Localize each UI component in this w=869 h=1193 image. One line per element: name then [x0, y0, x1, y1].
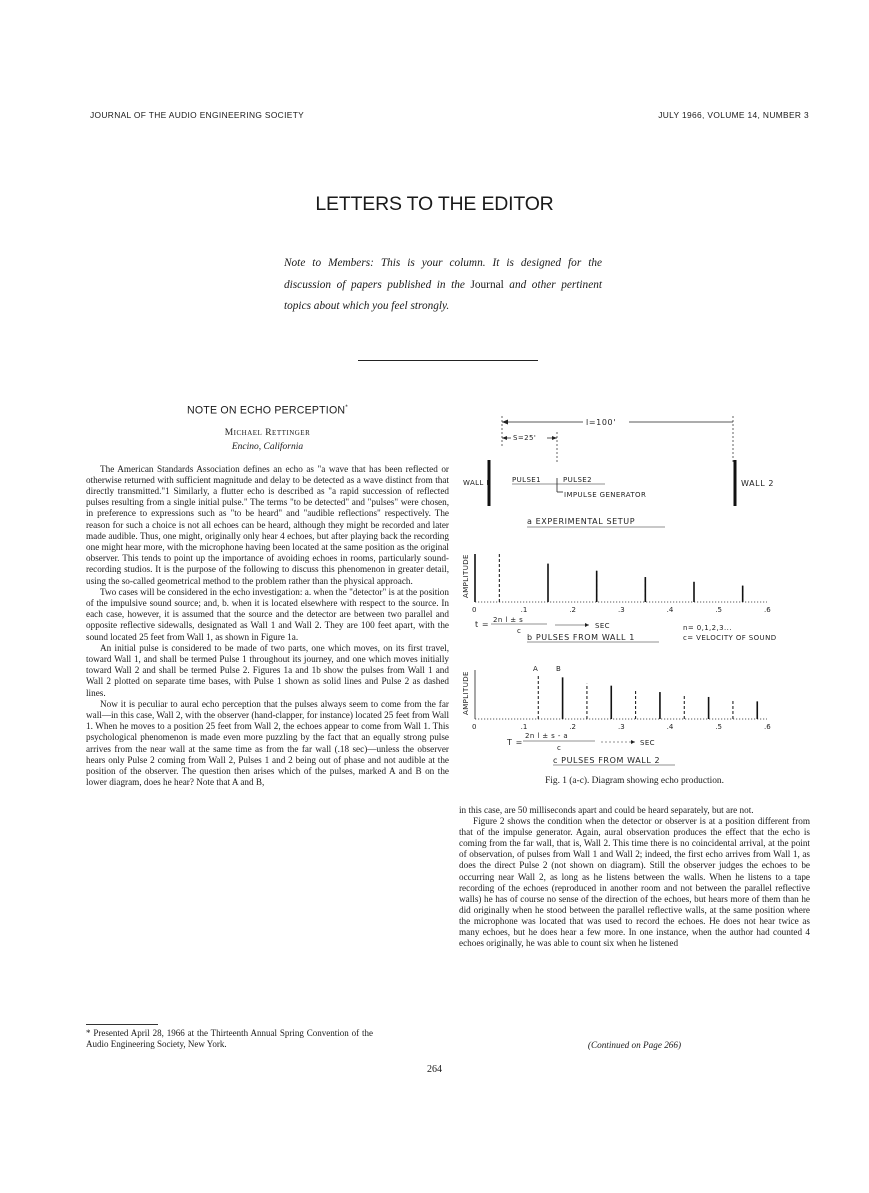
section-title: LETTERS TO THE EDITOR [315, 193, 554, 215]
arrow-right-icon [585, 623, 589, 627]
footnote: * Presented April 28, 1966 at the Thirteenth Annual Spring Convention of the Audio Engineering Society, New York. [86, 1028, 373, 1049]
article-title-mark: * [345, 404, 348, 411]
continued-note: (Continued on Page 266) [587, 1040, 682, 1050]
right-column [459, 805, 810, 949]
plot-pulses-wall-1 [462, 554, 777, 642]
x-tick-label: .6 [764, 606, 771, 614]
x-tick-label: .2 [569, 606, 577, 614]
article-author: Michael Rettinger [224, 427, 311, 438]
panel-a-label: a EXPERIMENTAL SETUP [527, 517, 636, 526]
x-tick-label: .6 [764, 723, 771, 731]
x-tick-label: .2 [569, 723, 577, 731]
plot-c-ylabel: AMPLITUDE [462, 671, 470, 715]
figure-svg [455, 402, 815, 774]
footnote-divider [86, 1024, 158, 1025]
left-column [86, 404, 449, 788]
plot-b-formula-unit: SEC [595, 622, 610, 630]
x-tick-label: .4 [666, 723, 674, 731]
dimension-label-source: S=25' [513, 434, 537, 442]
paragraph: The American Standards Association defines an echo as "a wave that has been reflected or otherwise returned with sufficient magnitude and delay to be detected as a wave distinct from that directly transmitted."1 Similarly, a flutter echo is described as "a rapid succession of reflected pulses resulting from a single initial pulse." The terms "to be detected" and "pulses" were chosen, in preference to expressions such as "to be heard" and "audible reflections" respectively. The reason for such a choice is not all echoes can be heard, although they might be recorded and later made audible. Thus, one might, originally only hear 4 echoes, but after playing back the recording one might hear more, with the microphone having been located at the same position as the original observer. This tends to point up the importance of avoiding echoes in rooms, particularly sound-recording studios. It is the purpose of the following to discuss this phenomenon in greater detail, using the so-called geometrical method to the problem rather than the physical approach. [86, 463, 449, 586]
n-definition: n= 0,1,2,3... [683, 624, 732, 632]
paragraph: in this case, are 50 milliseconds apart and could be heard separately, but are not. [459, 805, 754, 815]
plot-c-formula-unit: SEC [640, 739, 655, 747]
x-tick-label: .3 [618, 606, 625, 614]
plot-b-formula-lhs: t = [475, 620, 490, 629]
note-journal-word: Journal [470, 278, 504, 291]
x-tick-label: .5 [715, 723, 723, 731]
plot-c-ticks [472, 723, 771, 731]
note-to-members [284, 253, 602, 318]
marker-a: A [533, 665, 539, 673]
article-affiliation: Encino, California [231, 441, 304, 452]
plot-c-bars [538, 675, 757, 719]
x-tick-label: .3 [618, 723, 625, 731]
plot-c-formula-lhs: T = [507, 738, 523, 747]
plot-b-label: b PULSES FROM WALL 1 [527, 633, 635, 642]
plot-b-formula-den: c [517, 627, 522, 635]
article-body-left [86, 464, 449, 789]
marker-b: B [556, 665, 562, 673]
plot-c-label: c PULSES FROM WALL 2 [553, 756, 661, 765]
plot-b-formula-num: 2n l ± s [493, 616, 524, 624]
plot-c-formula-num: 2n l ± s - a [525, 732, 569, 740]
plot-b-ylabel: AMPLITUDE [462, 554, 470, 598]
generator-label: IMPULSE GENERATOR [564, 491, 647, 499]
plot-b-ticks [472, 606, 771, 614]
article-title [86, 404, 449, 417]
x-tick-label: .5 [715, 606, 723, 614]
pulse-2-label: PULSE2 [563, 476, 592, 484]
x-tick-label: .1 [520, 723, 528, 731]
wall-1-label: WALL I [463, 479, 489, 487]
x-tick-label: .1 [520, 606, 528, 614]
c-definition: c= VELOCITY OF SOUND [683, 634, 777, 642]
paragraph: Two cases will be considered in the echo investigation: a. when the "detector" is at the position of the impulsive sound source; and, b. when it is located elsewhere with respect to the source. In each case, however, it is assumed that the source and the detector are between two parallel and opposite reflective sidewalls, designated as Wall 1 and Wall 2. They are 100 feet apart, with the sound located 25 feet from Wall 1, as shown in Figure 1a. [86, 586, 449, 642]
section-divider [358, 360, 538, 361]
panel-experimental-setup [463, 415, 774, 527]
arrow-left-icon [502, 420, 508, 425]
arrow-right-icon [631, 740, 635, 744]
note-part-1: Note to Members: This is your column. It is designed for the discussion of papers published in the [284, 257, 602, 291]
x-tick-label: 0 [472, 606, 477, 614]
plot-c-formula-den: c [557, 744, 562, 752]
figure-echo-diagram [455, 402, 815, 774]
running-head-journal: JOURNAL OF THE AUDIO ENGINEERING SOCIETY [90, 110, 305, 120]
paragraph: Figure 2 shows the condition when the detector or observer is at a position different from that of the impulse generator. Again, aural observation produces the effect that the echo is coming from the far wall, that is, Wall 2. This time there is no coincidental arrival, at the point of observation, of pulses from Wall 1 and Wall 2; indeed, the first echo arrives from Wall 1, as does the direct Pulse 2 (not shown on diagram). Still the observer judges the echoes to be occurring near Wall 2, as long as he listens between the walls. When he listens to a tape recording of the echoes (reproduced in another room and not between the parallel reflective walls) he has of course no sense of the direction of the echoes, but hears more of them than he did originally when he stood between the parallel reflective walls, at the same position where the microphone was located that was used to record the echoes. He does not hear twice as many echoes, but he does hear a few more. In one instance, when the author had counted 4 echoes originally, he was able to count six when he listened [459, 816, 810, 949]
dimension-label-total: l=100' [586, 418, 616, 427]
running-head-issue: JULY 1966, VOLUME 14, NUMBER 3 [658, 110, 809, 120]
arrow-left-icon [502, 436, 507, 440]
note-part-2: and other pertinent topics about which you feel strongly. [284, 278, 602, 312]
wall-2-label: WALL 2 [741, 479, 775, 488]
plot-b-bars [475, 554, 743, 602]
article-title-text: NOTE ON ECHO PERCEPTION [187, 404, 346, 417]
arrow-right-icon [552, 436, 557, 440]
figure-caption: Fig. 1 (a-c). Diagram showing echo production. [545, 776, 724, 786]
paragraph: Now it is peculiar to aural echo perception that the pulses always seem to come from the far wall—in this case, Wall 2, with the observer (hand-clapper, for instance) located 25 feet from Wall 1. When he moves to a position 25 feet from Wall 2, the echoes appear to come from Wall 1. This psychological phenomenon is made even more puzzling by the fact that an equally strong pulse arrives from the near wall at the same time as from the far wall (.18 sec)—unless the observer hears only Pulse 2 coming from Wall 2, Pulses 1 and 2 being out of phase and not audible at the position of the observer. The question then arises which of the pulses, marked A and B on the lower diagram, does he hear? Note that A and B, [86, 698, 449, 788]
paragraph: An initial pulse is considered to be made of two parts, one which moves, on its first travel, toward Wall 1, and shall be termed Pulse 1 throughout its journey, and one which moves initially toward Wall 2 and shall be termed Pulse 2. Figures 1a and 1b show the pulses from Wall 1 and Wall 2 plotted on separate time bases, with Pulse 1 shown as solid lines and Pulse 2 as dashed lines. [86, 642, 449, 698]
page-number: 264 [427, 1064, 442, 1075]
pulse-1-label: PULSE1 [512, 476, 541, 484]
x-tick-label: 0 [472, 723, 477, 731]
plot-pulses-wall-2 [462, 665, 771, 765]
x-tick-label: .4 [666, 606, 674, 614]
